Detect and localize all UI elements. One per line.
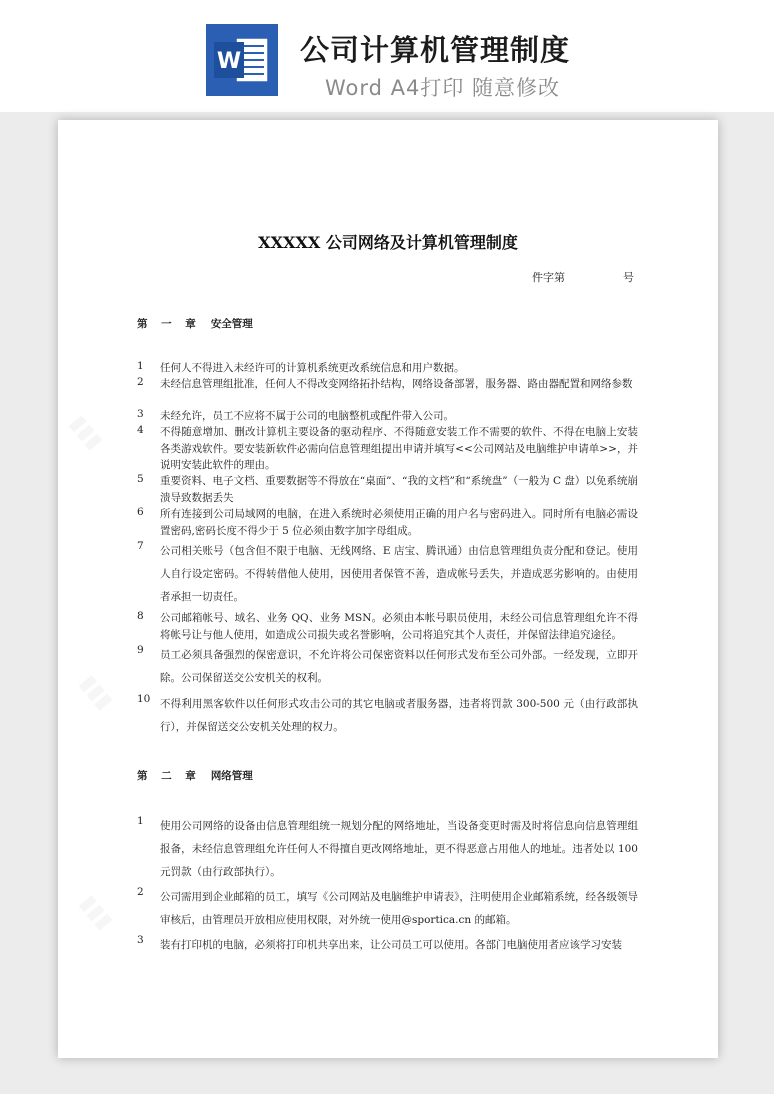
item-text: 未经信息管理组批准，任何人不得改变网络拓扑结构，网络设备部署，服务器、路由器配置和网络参数 bbox=[160, 378, 633, 390]
document-number-label: 件字第 bbox=[532, 271, 565, 284]
item-text: 员工必须具备强烈的保密意识，不允许将公司保密资料以任何形式发布至公司外部。一经发现，立即开除。公司保留送交公安机关的权利。 bbox=[160, 649, 638, 684]
banner bbox=[0, 0, 774, 112]
chapter-title: 网络管理 bbox=[210, 770, 253, 782]
item-text: 装有打印机的电脑，必须将打印机共享出来，让公司员工可以使用。各部门电脑使用者应该学习安装 bbox=[160, 939, 622, 951]
word-document-icon bbox=[206, 24, 278, 96]
item-number: 4 bbox=[137, 424, 144, 436]
item-number: 8 bbox=[137, 610, 144, 622]
item-number: 10 bbox=[137, 693, 151, 705]
banner-subtitle: Word A4打印 随意修改 bbox=[325, 76, 561, 100]
item-number: 3 bbox=[137, 408, 144, 420]
document-title: XXXXX 公司网络及计算机管理制度 bbox=[258, 233, 518, 252]
document-number-suffix: 号 bbox=[623, 271, 634, 284]
item-text: 重要资料、电子文档、重要数据等不得放在“桌面”、“我的文档”和“系统盘”（一般为 C 盘）以免系统崩溃导致数据丢失 bbox=[160, 475, 638, 504]
item-number: 1 bbox=[137, 815, 144, 827]
chapter-title: 安全管理 bbox=[210, 318, 253, 330]
item-text: 未经允许，员工不应将不属于公司的电脑整机或配件带入公司。 bbox=[160, 410, 454, 422]
item-text: 任何人不得进入未经许可的计算机系统更改系统信息和用户数据。 bbox=[160, 362, 465, 374]
item-text: 所有连接到公司局域网的电脑，在进入系统时必须使用正确的用户名与密码进入。同时所有电脑必需设置密码,密码长度不得少于 5 位必须由数字加字母组成。 bbox=[160, 508, 638, 537]
watermark bbox=[65, 411, 108, 455]
word-icon-letter: W bbox=[216, 49, 242, 74]
item-number: 2 bbox=[137, 886, 144, 898]
document-page bbox=[58, 120, 718, 1058]
item-number: 2 bbox=[137, 376, 144, 388]
item-number: 6 bbox=[137, 506, 144, 518]
item-text: 公司邮箱帐号、域名、业务 QQ、业务 MSN。必须由本帐号职员使用，未经公司信息管理组允许不得将帐号让与他人使用，如造成公司损失或名誉影响，公司将追究其个人责任，并保留法律追究途径。 bbox=[160, 612, 638, 641]
chapter-heading bbox=[137, 316, 253, 331]
item-text: 使用公司网络的设备由信息管理组统一规划分配的网络地址，当设备变更时需及时将信息向信息管理组报备，未经信息管理组允许任何人不得擅自更改网络地址，更不得恶意占用他人的地址。违者处以 100 元罚款（由行政部执行）。 bbox=[160, 820, 638, 878]
watermark bbox=[75, 891, 118, 935]
chapter-label: 第 二 章 bbox=[137, 770, 201, 782]
item-text: 公司需用到企业邮箱的员工，填写《公司网站及电脑维护申请表》，注明使用企业邮箱系统，经各级领导审核后，由管理员开放相应使用权限，对外统一使用@sportica.cn 的邮箱。 bbox=[160, 891, 638, 926]
item-number: 5 bbox=[137, 473, 144, 485]
watermark bbox=[75, 671, 118, 715]
chapter-label: 第 一 章 bbox=[137, 318, 201, 330]
item-number: 7 bbox=[137, 540, 144, 552]
document-number-line bbox=[532, 269, 634, 285]
chapter-heading bbox=[137, 768, 253, 783]
item-number: 3 bbox=[137, 934, 144, 946]
banner-title: 公司计算机管理制度 bbox=[300, 33, 571, 67]
item-text: 公司相关账号（包含但不限于电脑、无线网络、E 店宝、腾讯通）由信息管理组负责分配和登记。使用人自行设定密码。不得转借他人使用，因使用者保管不善，造成帐号丢失，并造成恶劣影响的。由使用者承担一切责任。 bbox=[160, 545, 638, 603]
item-text: 不得利用黑客软件以任何形式攻击公司的其它电脑或者服务器，违者将罚款 300-500 元（由行政部执行），并保留送交公安机关处理的权力。 bbox=[160, 698, 638, 733]
item-text: 不得随意增加、删改计算机主要设备的驱动程序、不得随意安装工作不需要的软件、不得在电脑上安装各类游戏软件。要安装新软件必需向信息管理组提出申请并填写<<公司网站及电脑维护申请单>>，并说明安装此软件的理由。 bbox=[160, 426, 638, 471]
item-number: 9 bbox=[137, 644, 144, 656]
item-number: 1 bbox=[137, 360, 144, 372]
